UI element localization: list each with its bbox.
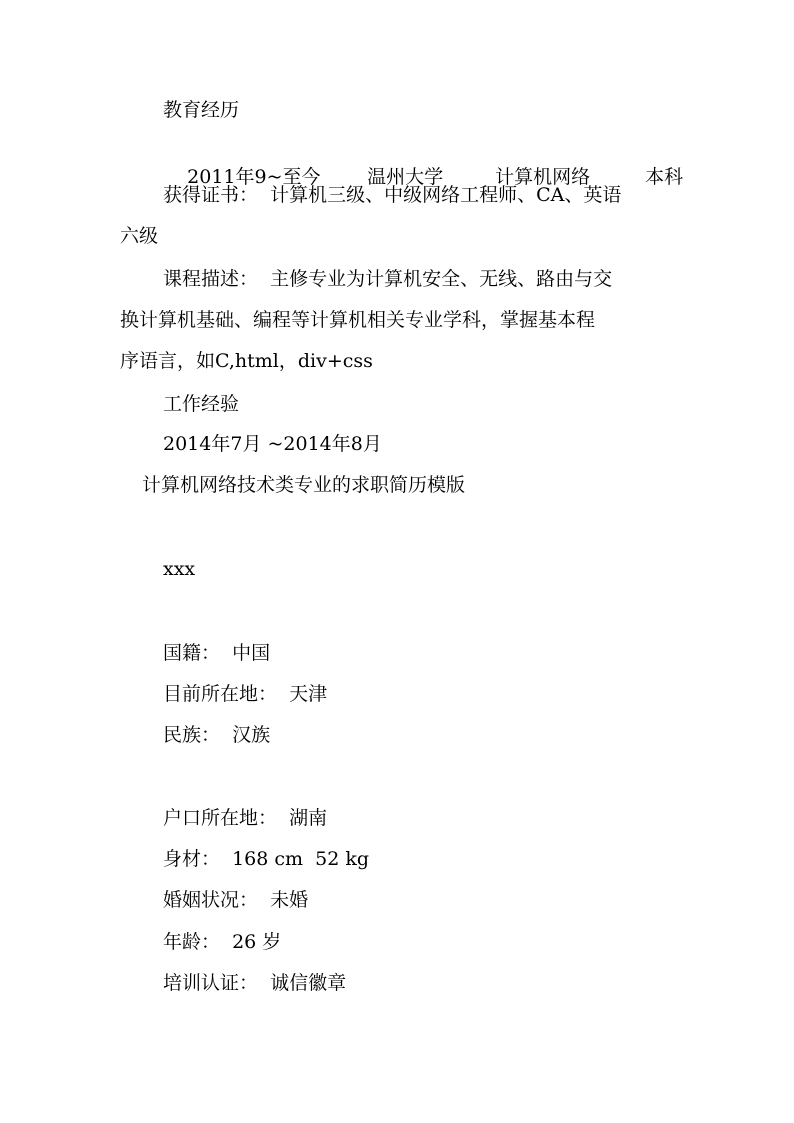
education-degree: 本科 [645,166,684,188]
education-period: 2011年9~至今 [187,166,321,188]
ethnicity: 民族： 汉族 [163,724,271,746]
education-major: 计算机网络 [495,166,591,188]
hukou-location: 户口所在地： 湖南 [163,807,328,829]
document-title: 计算机网络技术类专业的求职简历模版 [142,474,466,496]
work-period: 2014年7月 ~2014年8月 [163,433,382,455]
course-description-line-2: 换计算机基础、编程等计算机相关专业学科，掌握基本程 [120,309,596,331]
work-heading: 工作经验 [163,393,240,415]
certificates-line-1: 获得证书： 计算机三级、中级网络工程师、CA、英语 [163,184,622,206]
course-description-line-1: 课程描述： 主修专业为计算机安全、无线、路由与交 [163,268,613,290]
certificates-line-2: 六级 [120,225,159,247]
training-certification: 培训认证： 诚信徽章 [163,972,347,994]
course-description-line-3: 序语言，如C,html，div+css [120,350,373,372]
marital-status: 婚姻状况： 未婚 [163,889,309,911]
candidate-name: xxx [163,558,196,580]
education-heading: 教育经历 [163,99,240,121]
education-school: 温州大学 [367,166,444,188]
body-stats: 身材： 168 cm 52 kg [163,848,370,870]
nationality: 国籍： 中国 [163,642,271,664]
current-location: 目前所在地： 天津 [163,683,328,705]
age: 年龄： 26 岁 [163,931,282,953]
